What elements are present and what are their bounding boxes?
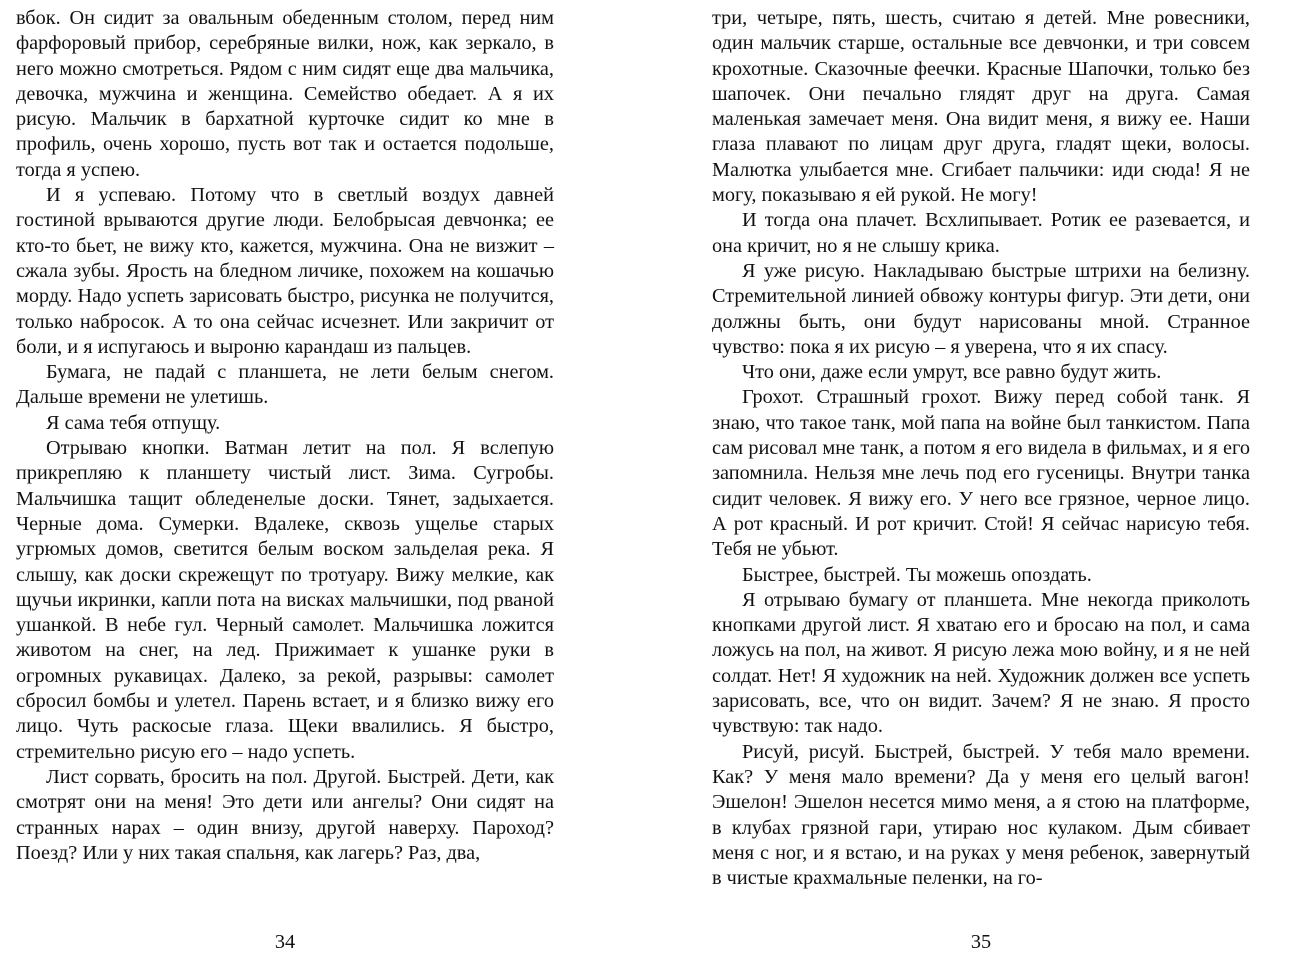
paragraph: Я отрываю бумагу от планшета. Мне некогда приколоть кнопками другой лист. Я хватаю его и бросаю на пол, и сама ложусь на пол, на живот. Я рисую лежа мою войну, и я не ней солдат. Нет! Я художник на ней. Художник должен все успеть зарисовать, все, что он видит. Зачем? Я не знаю. Я просто чувствую: так надо. [712,588,1250,738]
paragraph: вбок. Он сидит за овальным обеденным столом, перед ним фарфоровый прибор, серебряные вилки, нож, как зеркало, в него можно смотреться. Рядом с ним сидят еще два мальчика, девочка, мужчина и женщина. Семейство обедает. А я их рисую. Мальчик в бархатной курточке сидит ко мне в профиль, очень хорошо, пусть вот так и остается подольше, тогда я успею. [16,7,554,181]
right-page [712,6,1250,953]
paragraph: три, четыре, пять, шесть, считаю я детей. Мне ровесники, один мальчик старше, остальные все девчонки, и три совсем крохотные. Сказочные феечки. Красные Шапочки, только без шапочек. Они печально глядят друг на друга. Самая маленькая замечает меня. Она видит меня, я вижу ее. Наши глаза плавают по лицам друг друга, гладят щеки, волосы. Малютка улыбается мне. Сгибает пальчики: иди сюда! Я не могу, показываю я ей рукой. Не могу! [712,7,1250,207]
paragraph: Бумага, не падай с планшета, не лети белым снегом. Дальше времени не улетишь. [16,361,554,409]
paragraph: И тогда она плачет. Всхлипывает. Ротик ее разевается, и она кричит, но я не слышу крика. [712,209,1250,257]
paragraph: Грохот. Страшный грохот. Вижу перед собой танк. Я знаю, что такое танк, мой папа на войне был танкистом. Папа сам рисовал мне танк, а потом я его видела в фильмах, и я его запомнила. Нельзя мне лечь под его гусеницы. Внутри танка сидит человек. Я вижу его. У него все грязное, черное лицо. А рот красный. И рот кричит. Стой! Я сейчас нарисую тебя. Тебя не убьют. [712,386,1250,561]
left-page-text [16,6,554,866]
paragraph: Что они, даже если умрут, все равно будут жить. [742,361,1162,384]
left-page [16,6,554,953]
right-page-text [712,6,1250,891]
paragraph: Отрываю кнопки. Ватман летит на пол. Я вслепую прикрепляю к планшету чистый лист. Зима. Сугробы. Мальчишка тащит обледенелые доски. Тянет, задыхается. Черные дома. Сумерки. Вдалеке, сквозь ущелье старых угрюмых домов, светится белым воском зальделая река. Я слышу, как доски скрежещут по тротуару. Вижу мелкие, как щучьи икринки, капли пота на висках мальчишки, под рваной ушанкой. В небе гул. Черный самолет. Мальчишка ложится животом на снег, на лед. Прижимает к ушанке руки в огромных рукавицах. Далеко, за рекой, разрывы: самолет сбросил бомбы и улетел. Парень встает, и я близко вижу его лицо. Чуть раскосые глаза. Щеки ввалились. Я быстро, стремительно рисую его – надо успеть. [16,437,554,763]
page-number: 35 [970,931,992,953]
paragraph: Я уже рисую. Накладываю быстрые штрихи на белизну. Стремительной линией обвожу контуры фигур. Эти дети, они должны быть, они будут нарисованы мной. Странное чувство: пока я их рисую – я уверена, что я их спасу. [712,259,1250,358]
paragraph: Быстрее, быстрей. Ты можешь опоздать. [742,563,1092,586]
paragraph: И я успеваю. Потому что в светлый воздух давней гостиной врываются другие люди. Белобрысая девчонка; ее кто-то бьет, не вижу кто, кажется, мужчина. Она не визжит – сжала зубы. Ярость на бледном личике, похожем на кошачью морду. Надо успеть зарисовать быстро, рисунка не получится, только набросок. А то она сейчас исчезнет. Или закричит от боли, и я испугаюсь и выроню карандаш из пальцев. [16,184,554,358]
paragraph: Лист сорвать, бросить на пол. Другой. Быстрей. Дети, как смотрят они на меня! Это дети или ангелы? Они сидят на странных нарах – один внизу, другой наверху. Пароход? Поезд? Или у них такая спальня, как лагерь? Раз, два, [16,765,554,864]
paragraph: Я сама тебя отпущу. [46,411,221,434]
page-number: 34 [274,931,296,953]
paragraph: Рисуй, рисуй. Быстрей, быстрей. У тебя мало времени. Как? У меня мало времени? Да у меня его целый вагон! Эшелон! Эшелон несется мимо меня, а я стою на платформе, в клубах грязной гари, утираю нос кулаком. Дым сбивает меня с ног, и я встаю, и на руках у меня ребенок, завернутый в чистые крахмальные пеленки, на го- [712,740,1250,890]
